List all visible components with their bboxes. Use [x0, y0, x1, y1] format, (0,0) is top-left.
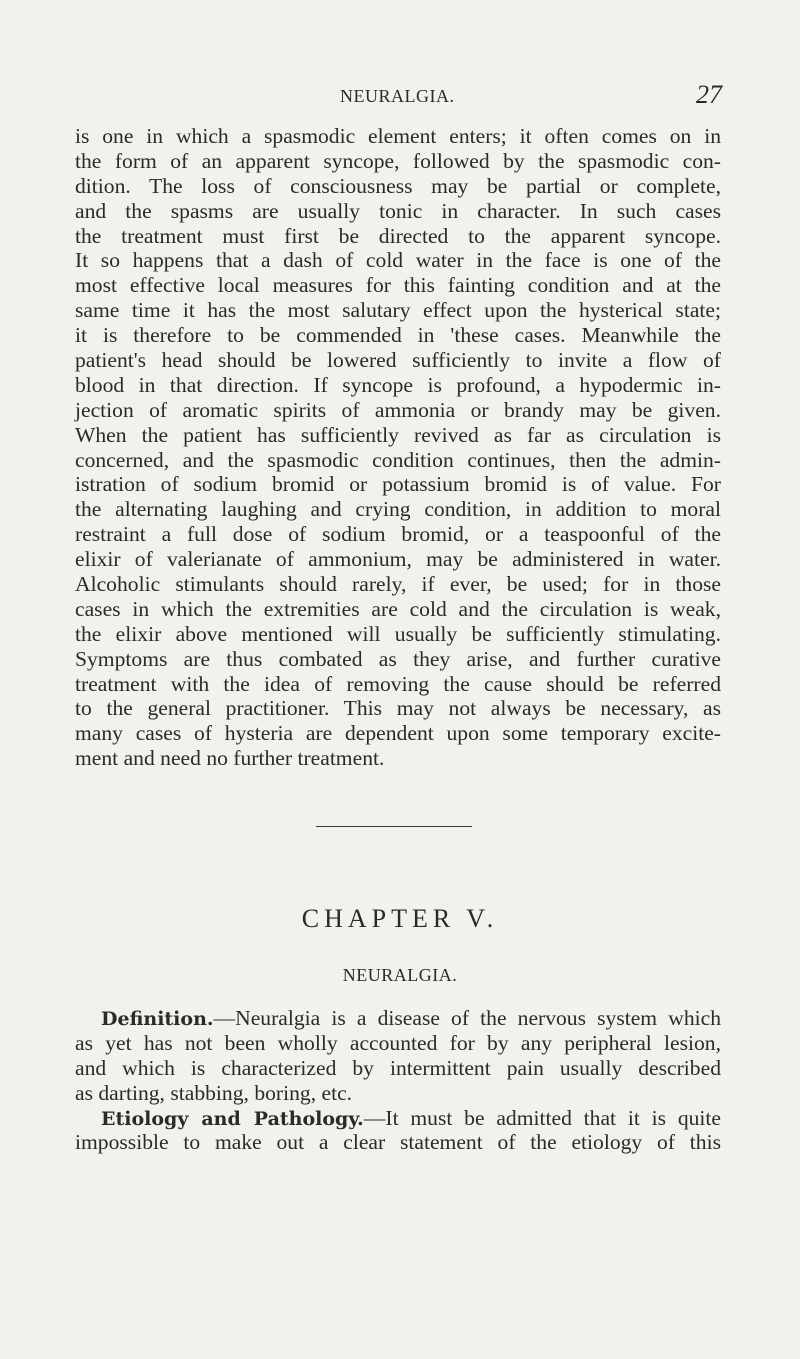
text-line: many cases of hysteria are dependent upon some temporary excite-	[75, 721, 721, 746]
definition-heading: Definition.	[101, 1008, 214, 1030]
body-paragraph	[75, 124, 721, 771]
text-line: the form of an apparent syncope, followed by the spasmodic con-	[75, 148, 721, 173]
text-line: as darting, stabbing, boring, etc.	[75, 1080, 353, 1105]
text-line: the alternating laughing and crying condition, in addition to moral	[75, 497, 721, 522]
etiology-line	[75, 1106, 721, 1131]
text-line: blood in that direction. If syncope is profound, a hypodermic in-	[75, 372, 721, 397]
text-line: most effective local measures for this fainting condition and at the	[75, 273, 721, 298]
page-number: 27	[696, 80, 722, 109]
chapter-title: CHAPTER V.	[301, 904, 499, 933]
etiology-text: —It must be admitted that it is quite	[363, 1105, 721, 1130]
text-line: patient's head should be lowered sufficiently to invite a flow of	[75, 348, 721, 373]
text-line: istration of sodium bromid or potassium bromid is of value. For	[75, 472, 721, 497]
text-line: It so happens that a dash of cold water in the face is one of the	[75, 248, 721, 273]
definition-text: —Neuralgia is a disease of the nervous system which	[213, 1006, 721, 1030]
text-line: as yet has not been wholly accounted for by any peripheral lesion,	[75, 1030, 721, 1055]
text-line: and which is characterized by intermittent pain usually described	[75, 1055, 721, 1080]
text-line: to the general practitioner. This may not always be necessary, as	[75, 696, 721, 721]
text-line: dition. The loss of consciousness may be partial or complete,	[75, 173, 721, 198]
text-line: cases in which the extremities are cold and the circulation is weak,	[75, 596, 721, 621]
text-line: elixir of valerianate of ammonium, may be administered in water.	[75, 547, 721, 572]
etiology-heading: Etiology and Pathology.	[101, 1107, 364, 1130]
text-line: treatment with the idea of removing the cause should be referred	[75, 671, 721, 696]
text-line: impossible to make out a clear statement of the etiology of this	[75, 1130, 721, 1155]
text-line: Alcoholic stimulants should rarely, if ever, be used; for in those	[75, 572, 721, 597]
chapter-subtitle: NEURALGIA.	[342, 965, 458, 985]
text-line: ment and need no further treatment.	[75, 746, 385, 771]
text-line: and the spasms are usually tonic in character. In such cases	[75, 198, 721, 223]
section-divider	[316, 826, 472, 827]
text-line: restraint a full dose of sodium bromid, or a teaspoonful of the	[75, 522, 721, 547]
text-line: concerned, and the spasmodic condition continues, then the admin-	[75, 447, 721, 472]
text-line: the treatment must first be directed to the apparent syncope.	[75, 223, 721, 248]
text-line: When the patient has sufficiently revived as far as circulation is	[75, 422, 721, 447]
text-line: jection of aromatic spirits of ammonia or brandy may be given.	[75, 397, 721, 422]
running-head	[0, 80, 800, 116]
text-line: same time it has the most salutary effect upon the hysterical state;	[75, 298, 721, 323]
text-line: it is therefore to be commended in 'these cases. Meanwhile the	[75, 323, 721, 348]
text-line: the elixir above mentioned will usually be sufficiently stimulating.	[75, 621, 721, 646]
running-title: NEURALGIA.	[340, 86, 455, 106]
text-line: is one in which a spasmodic element enters; it often comes on in	[75, 124, 721, 148]
text-line: Symptoms are thus combated as they arise, and further curative	[75, 646, 721, 671]
chapter-body	[75, 1006, 721, 1155]
definition-line	[75, 1006, 721, 1031]
